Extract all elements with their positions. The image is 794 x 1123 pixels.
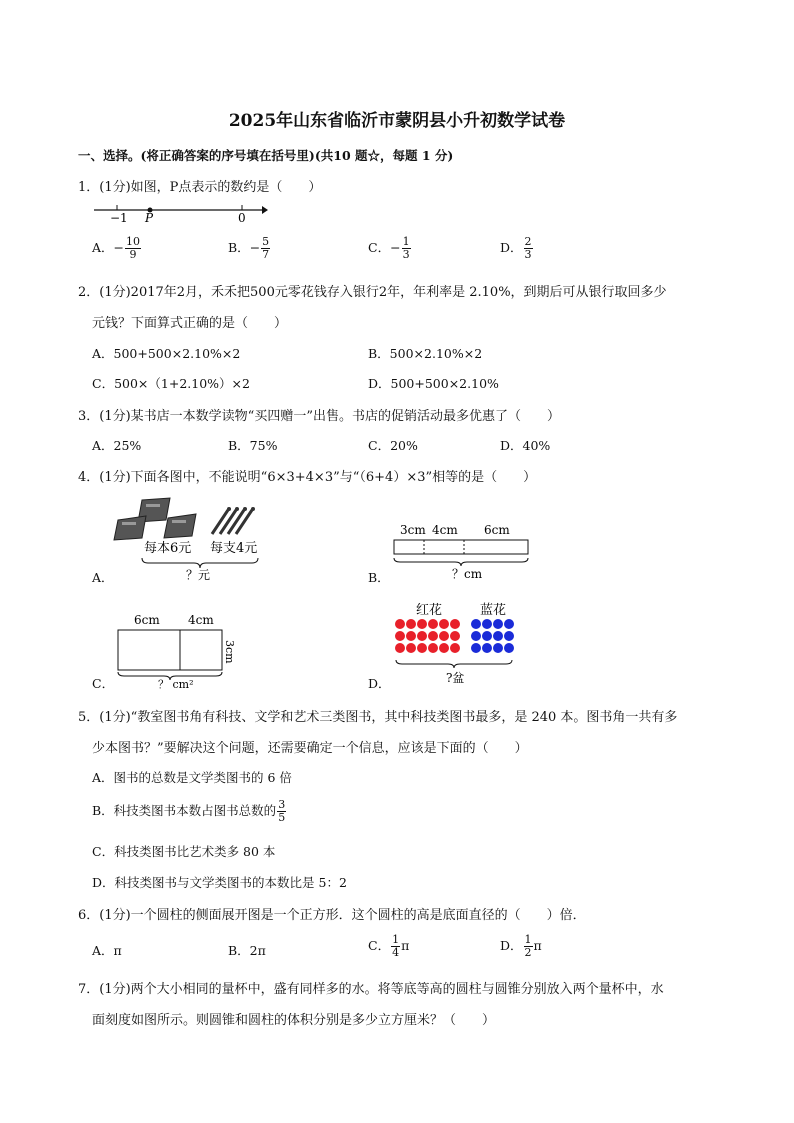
q4-figure-c — [112, 610, 242, 690]
rectangle — [118, 630, 222, 670]
red-flower-dot — [450, 619, 460, 629]
red-flower-dot — [417, 631, 427, 641]
total-label: ?盆 — [446, 671, 465, 685]
blue-flower-dot — [493, 643, 503, 653]
red-flower-dot — [428, 643, 438, 653]
label-p: P — [145, 211, 154, 225]
total-label: ？元 — [186, 568, 211, 582]
blue-flower-dot — [504, 619, 514, 629]
red-flower-dot — [406, 619, 416, 629]
q4-figure-d — [388, 598, 528, 688]
blue-flower-dot — [482, 631, 492, 641]
question-4-stem: 4．(1分)下面各图中，不能说明“6×3+4×3”与“（6+4）×3”相等的是（ ） — [78, 470, 537, 485]
q3-option-a: A．25% — [92, 438, 142, 453]
total-label: ？ cm² — [158, 678, 194, 690]
page-title: 2025年山东省临沂市蒙阴县小升初数学试卷 — [228, 111, 566, 131]
total-brace — [396, 660, 512, 668]
red-flower-dot — [439, 631, 449, 641]
blue-flower-dot — [471, 631, 481, 641]
question-2-stem-line1: 2．(1分)2017年2月，禾禾把500元零花钱存入银行2年，年利率是 2.10%，到期后可从银行取回多少 — [78, 285, 667, 300]
segment-bar — [394, 540, 528, 554]
red-flower-dot — [450, 643, 460, 653]
blue-flower-dot — [504, 631, 514, 641]
q4-option-b-label: B． — [368, 570, 390, 585]
book-icon — [164, 514, 196, 538]
pen-icon — [236, 507, 255, 534]
label-minus-one: −1 — [110, 211, 128, 225]
q6-option-b: B．2π — [228, 943, 266, 958]
q5-option-b: B．科技类图书本数占图书总数的 $\frac{3}{5}$ — [92, 798, 286, 824]
book-icon — [114, 516, 146, 540]
red-flower-dot — [428, 631, 438, 641]
q5-option-c: C．科技类图书比艺术类多 80 本 — [92, 844, 276, 859]
q4-option-a-label: A． — [92, 570, 114, 585]
question-1-stem: 1．(1分)如图，P点表示的数约是（ ） — [78, 180, 322, 195]
red-flower-dot — [428, 619, 438, 629]
red-flower-dot — [439, 619, 449, 629]
q4-option-c-label: C． — [92, 676, 115, 691]
question-7-stem-line1: 7．(1分)两个大小相同的量杯中，盛有同样多的水。将等底等高的圆柱与圆锥分别放入两个量杯中，水 — [78, 982, 664, 997]
segment-label-3cm: 3cm — [400, 523, 426, 537]
q6-option-d: D． $\frac{1}{2}$ π — [500, 933, 542, 959]
book-price-label: 每本6元 — [144, 541, 192, 556]
question-6-stem: 6．(1分)一个圆柱的侧面展开图是一个正方形．这个圆柱的高是底面直径的（ ）倍． — [78, 908, 586, 923]
section-heading: 一、选择。(将正确答案的序号填在括号里)(共10 题☆，每题 1 分) — [78, 148, 454, 163]
question-3-stem: 3．(1分)某书店一本数学读物“买四赠一”出售。书店的促销活动最多优惠了（ ） — [78, 409, 560, 424]
q2-option-b: B．500×2.10%×2 — [368, 346, 483, 361]
q3-option-b: B．75% — [228, 438, 278, 453]
red-flower-dot — [406, 631, 416, 641]
blue-flower-dot — [493, 631, 503, 641]
blue-flower-dot — [493, 619, 503, 629]
q4-figure-a — [108, 492, 278, 584]
red-flower-dot — [395, 643, 405, 653]
arrow-head-icon — [262, 206, 268, 214]
q2-option-c: C．500×（1+2.10%）×2 — [92, 376, 250, 391]
number-line-figure — [90, 200, 270, 226]
red-flower-dot — [450, 631, 460, 641]
q3-option-c: C．20% — [368, 438, 418, 453]
height-label-3cm: 3cm — [223, 640, 236, 664]
total-brace — [394, 558, 528, 566]
red-flower-dot — [417, 619, 427, 629]
q5-option-d: D．科技类图书与文学类图书的本数比是 5：2 — [92, 875, 347, 890]
q1-option-b: B．− $\frac{5}{7}$ — [228, 235, 270, 261]
q4-option-d-label: D． — [368, 676, 391, 691]
pen-price-label: 每支4元 — [210, 541, 258, 556]
blue-flower-dot — [471, 643, 481, 653]
q1-option-a: A．− $\frac{10}{9}$ — [92, 235, 141, 261]
q1-option-d: D． $\frac{2}{3}$ — [500, 235, 532, 261]
segment-label-4cm: 4cm — [432, 523, 458, 537]
red-flower-dot — [439, 643, 449, 653]
blue-flower-dot — [482, 643, 492, 653]
question-5-stem-line2: 少本图书？”要解决这个问题，还需要确定一个信息，应该是下面的（ ） — [92, 741, 528, 756]
q3-option-d: D．40% — [500, 438, 551, 453]
question-2-stem-line2: 元钱？下面算式正确的是（ ） — [92, 316, 288, 331]
red-flower-dot — [417, 643, 427, 653]
segment-label-6cm: 6cm — [484, 523, 510, 537]
q5-option-a: A．图书的总数是文学类图书的 6 倍 — [92, 770, 292, 785]
q1-option-c: C．− $\frac{1}{3}$ — [368, 235, 410, 261]
q6-option-c: C． $\frac{1}{4}$ π — [368, 933, 410, 959]
width-label-6cm: 6cm — [134, 613, 160, 627]
blue-flower-dot — [504, 643, 514, 653]
red-flower-dot — [395, 619, 405, 629]
red-flower-dot — [406, 643, 416, 653]
q4-figure-b — [390, 520, 540, 584]
q6-option-a: A．π — [92, 943, 122, 958]
blue-flower-dot — [482, 619, 492, 629]
red-flower-dot — [395, 631, 405, 641]
label-zero: 0 — [238, 211, 246, 225]
q2-option-a: A．500+500×2.10%×2 — [92, 346, 241, 361]
red-flower-label: 红花 — [416, 603, 443, 618]
blue-flower-dot — [471, 619, 481, 629]
question-7-stem-line2: 面刻度如图所示。则圆锥和圆柱的体积分别是多少立方厘米？（ ） — [92, 1013, 496, 1028]
blue-flower-label: 蓝花 — [480, 603, 507, 618]
total-label: ？cm — [452, 567, 483, 581]
question-5-stem-line1: 5．(1分)“教室图书角有科技、文学和艺术三类图书，其中科技类图书最多，是 240 本。图书角一共有多 — [78, 710, 678, 725]
width-label-4cm: 4cm — [188, 613, 214, 627]
total-brace — [142, 558, 258, 568]
q2-option-d: D．500+500×2.10% — [368, 376, 499, 391]
